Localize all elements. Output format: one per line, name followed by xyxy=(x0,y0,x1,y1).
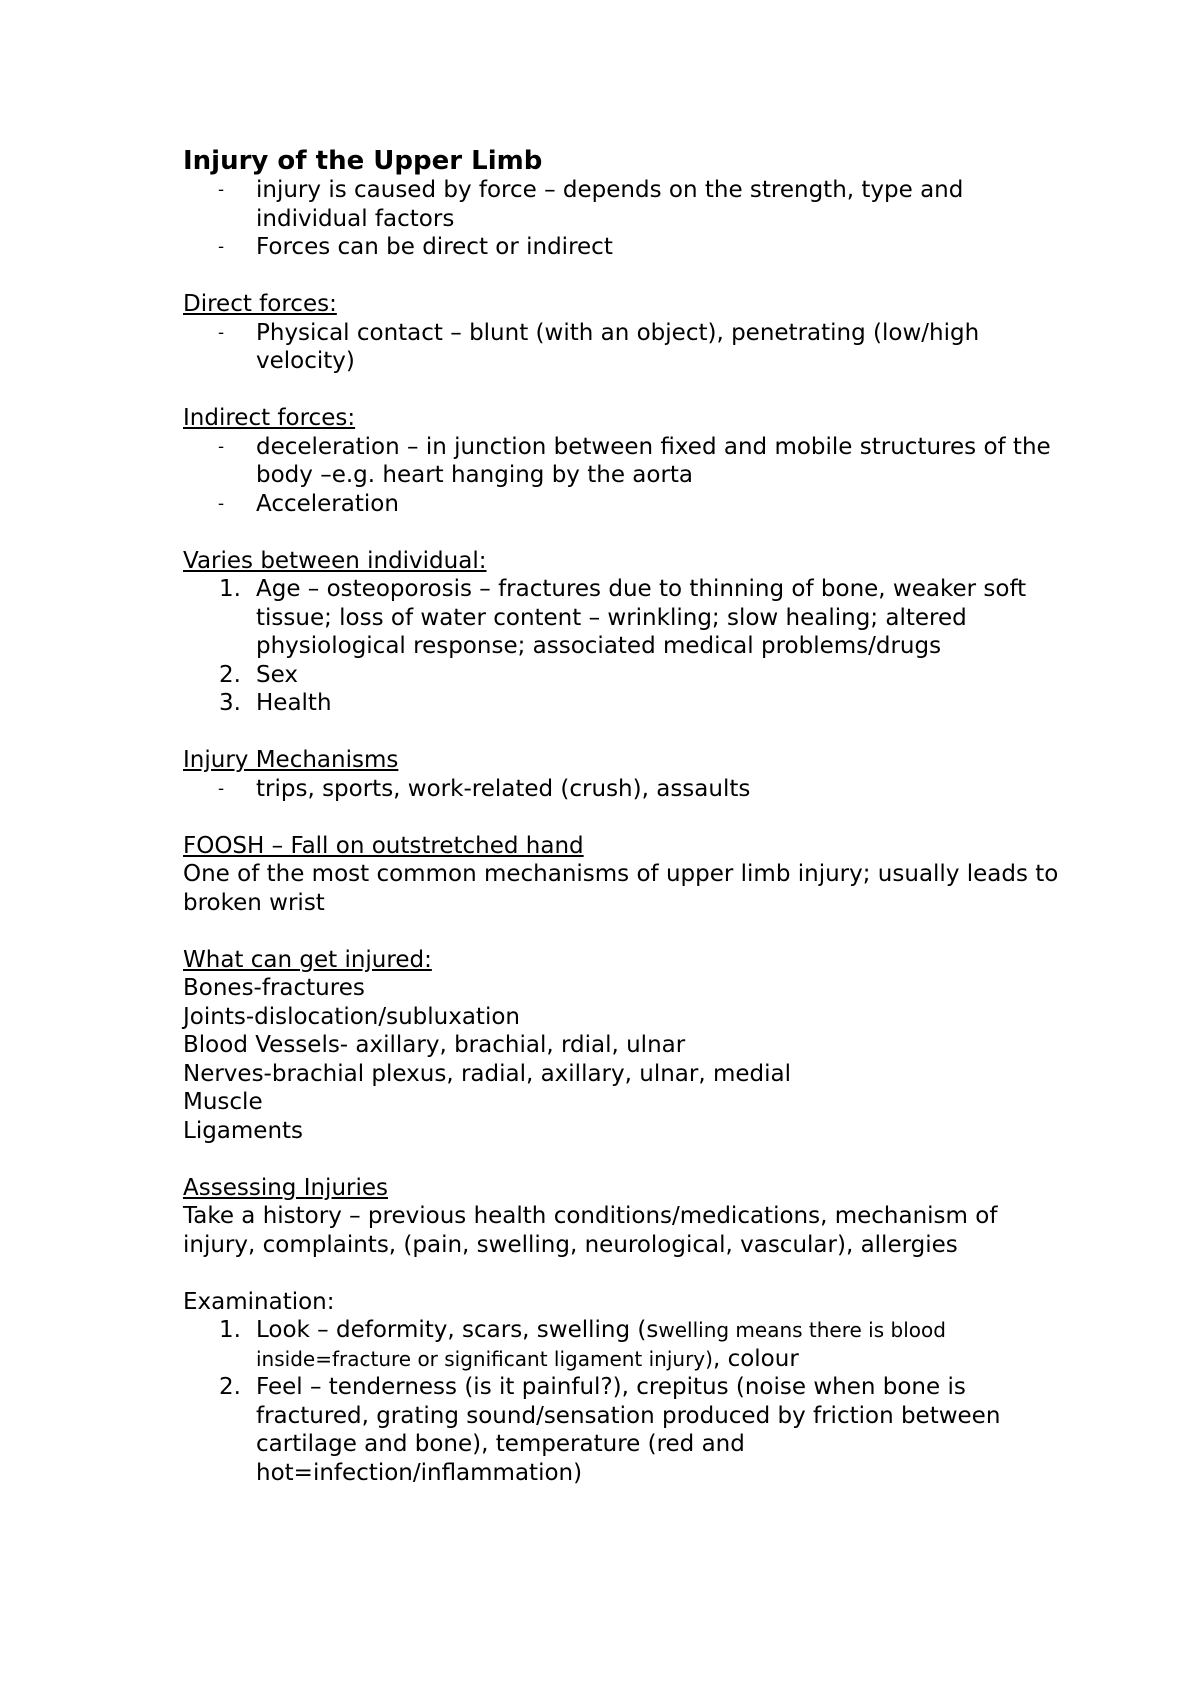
list-item-text: Feel – tenderness (is it painful?), crepitus (noise when bone is fractured, grating sound/sensation produced by friction between cartilage and bone), temperature (red and hot=infection/inflammation) xyxy=(256,1374,1001,1486)
number-marker: 1. xyxy=(219,576,241,602)
varies-list xyxy=(183,575,1063,718)
list-item xyxy=(183,319,1063,376)
injured-line: Bones-fractures xyxy=(183,975,365,1001)
injured-heading: What can get injured: xyxy=(183,946,432,973)
list-item xyxy=(183,775,1063,804)
list-item-text: Health xyxy=(256,690,332,716)
list-item-text: Physical contact – blunt (with an object), penetrating (low/high velocity) xyxy=(256,319,980,374)
injured-line: Muscle xyxy=(183,1089,263,1115)
list-item-text: injury is caused by force – depends on the strength, type and individual factors xyxy=(256,177,964,232)
number-marker: 3. xyxy=(219,690,241,716)
list-item xyxy=(183,433,1063,490)
dash-marker: - xyxy=(218,180,225,200)
mechanisms-heading: Injury Mechanisms xyxy=(183,747,399,773)
list-item-text: Forces can be direct or indirect xyxy=(256,234,613,260)
assessing-heading: Assessing Injuries xyxy=(183,1174,389,1201)
list-item-text: Sex xyxy=(256,661,298,688)
number-marker: 1. xyxy=(219,1317,241,1343)
dash-marker: - xyxy=(218,237,225,257)
document-page xyxy=(183,146,1063,1487)
varies-heading: Varies between individual: xyxy=(183,547,487,574)
dash-marker: - xyxy=(218,778,225,799)
injured-line: Nerves-brachial plexus, radial, axillary, ulnar, medial xyxy=(183,1060,791,1087)
list-item-small-text: welling means there is blood inside=fracture or significant ligament injury) xyxy=(256,1318,946,1371)
indirect-forces-heading: Indirect forces: xyxy=(183,405,356,431)
list-item-text: Acceleration xyxy=(256,490,399,517)
assessing-text: Take a history – previous health conditions/medications, mechanism of injury, complaints, (pain, swelling, neurological, vascular), allergies xyxy=(183,1203,998,1258)
number-marker: 2. xyxy=(219,661,241,688)
list-item xyxy=(183,176,1063,233)
injured-line: Blood Vessels- axillary, brachial, rdial, ulnar xyxy=(183,1032,686,1058)
mechanisms-list xyxy=(183,775,1063,804)
list-item xyxy=(183,575,1063,661)
examination-list xyxy=(183,1316,1063,1487)
list-item-text: trips, sports, work-related (crush), assaults xyxy=(256,775,751,802)
direct-forces-heading: Direct forces: xyxy=(183,291,337,317)
list-item-text: Look – deformity, scars, swelling (s xyxy=(256,1317,659,1343)
intro-list xyxy=(183,176,1063,262)
list-item-text: Age – osteoporosis – fractures due to thinning of bone, weaker soft tissue; loss of water content – wrinkling; slow healing; altered physiological response; associated medical problems/drugs xyxy=(256,576,1027,659)
dash-marker: - xyxy=(218,436,225,457)
document-title: Injury of the Upper Limb xyxy=(183,146,543,176)
list-item xyxy=(183,661,1063,690)
foosh-heading: FOOSH – Fall on outstretched hand xyxy=(183,832,584,859)
dash-marker: - xyxy=(218,493,225,514)
foosh-text: One of the most common mechanisms of upper limb injury; usually leads to broken wrist xyxy=(183,861,1059,916)
direct-forces-list xyxy=(183,319,1063,376)
dash-marker: - xyxy=(218,322,225,343)
injured-line: Joints-dislocation/subluxation xyxy=(183,1003,520,1030)
injured-line: Ligaments xyxy=(183,1117,304,1144)
list-item xyxy=(183,1316,1063,1373)
list-item-text: deceleration – in junction between fixed and mobile structures of the body –e.g. heart hanging by the aorta xyxy=(256,433,1051,488)
list-item xyxy=(183,233,1063,262)
examination-heading: Examination: xyxy=(183,1288,335,1315)
list-item xyxy=(183,1373,1063,1487)
indirect-forces-list xyxy=(183,433,1063,519)
list-item xyxy=(183,490,1063,519)
number-marker: 2. xyxy=(219,1374,241,1400)
list-item xyxy=(183,689,1063,718)
list-item-text: , colour xyxy=(712,1345,799,1372)
